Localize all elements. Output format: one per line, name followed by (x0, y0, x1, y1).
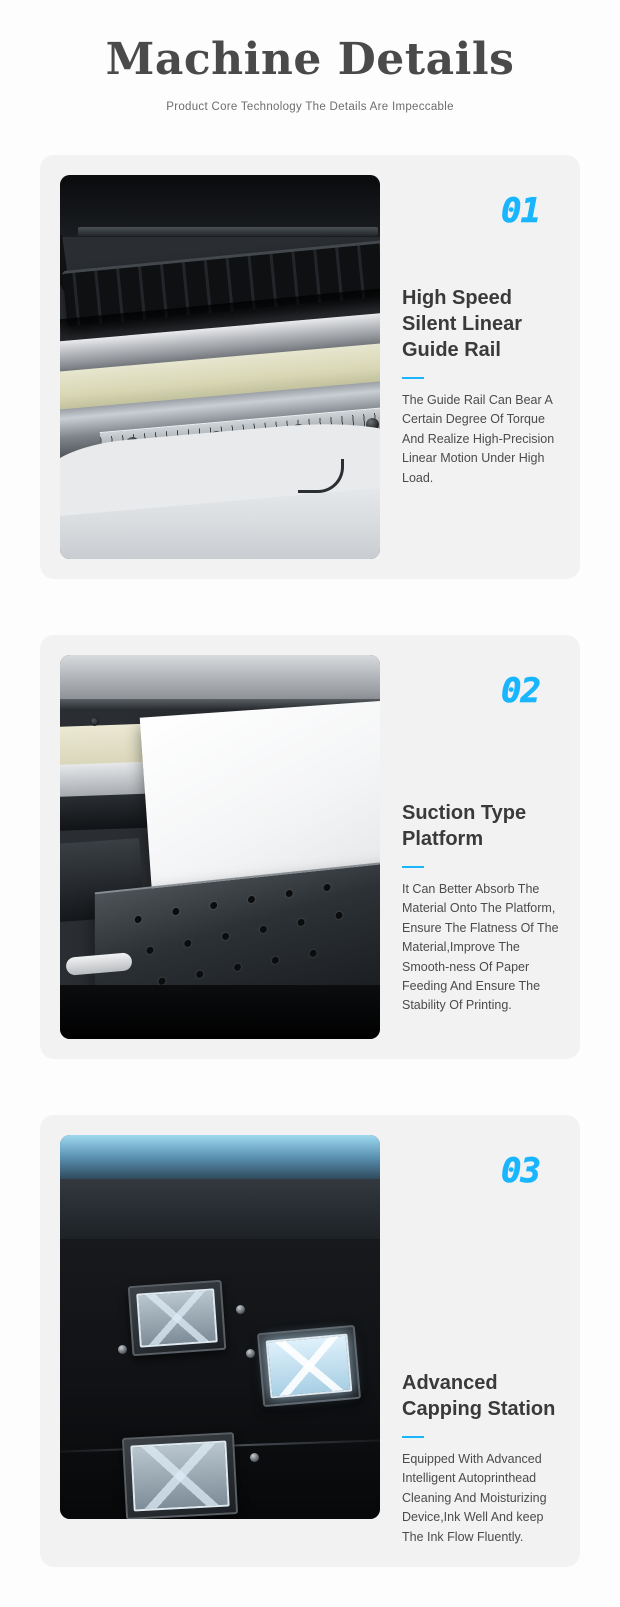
card-description: It Can Better Absorb The Material Onto The Platform, Ensure The Flatness Of The Material,Improve The Smooth-ness Of Paper Feeding And Ensure The Stability Of Printing. (402, 882, 559, 1013)
suction-hole (184, 939, 191, 947)
capping-station-photo (60, 1135, 380, 1519)
top-rail-shape (60, 655, 380, 709)
accent-divider (402, 377, 424, 379)
card-description: Equipped With Advanced Intelligent Autoprinthead Cleaning And Moisturizing Device,Ink Well And keep The Ink Flow Fluently. (402, 1452, 547, 1544)
mounting-screw (250, 1453, 259, 1462)
linear-guide-rail-photo (60, 175, 380, 559)
detail-card-text (380, 175, 560, 559)
capping-unit (122, 1432, 238, 1519)
page-header (0, 0, 620, 113)
platform-shadow-shape (60, 985, 380, 1039)
accent-divider (402, 866, 424, 868)
card-title: Suction Type Platform (402, 802, 527, 850)
suction-hole (210, 902, 217, 910)
suction-hole (172, 908, 179, 916)
capping-unit (128, 1280, 227, 1356)
capping-pad (136, 1288, 218, 1347)
accent-divider (402, 1436, 424, 1438)
capping-pad (266, 1334, 353, 1399)
suction-hole (135, 916, 142, 924)
suction-hole (286, 890, 293, 898)
capping-unit (257, 1325, 361, 1407)
detail-card (40, 1115, 580, 1567)
suction-hole (298, 919, 305, 927)
capping-pad (130, 1441, 229, 1512)
detail-card-text (380, 655, 560, 1039)
suction-hole (222, 933, 229, 941)
suction-hole (248, 896, 255, 904)
mounting-screw (246, 1349, 255, 1358)
card-description: The Guide Rail Can Bear A Certain Degree Of Torque And Realize High-Precision Linear Motion Under High Load. (402, 393, 555, 485)
mounting-screw (236, 1305, 245, 1314)
rail-hole (90, 717, 99, 726)
suction-hole (272, 956, 279, 964)
suction-hole (147, 946, 154, 954)
card-number: 01 (501, 191, 540, 231)
suction-hole (310, 949, 317, 957)
detail-card-text (380, 1135, 560, 1547)
detail-card-list (0, 155, 620, 1567)
page-title: Machine Details (105, 34, 515, 85)
suction-hole (335, 912, 342, 920)
suction-platform-photo (60, 655, 380, 1039)
suction-hole (324, 884, 331, 892)
detail-card (40, 635, 580, 1059)
detail-card (40, 155, 580, 579)
suction-hole (158, 977, 165, 985)
suction-hole (234, 963, 241, 971)
suction-hole (260, 926, 267, 934)
card-title: Advanced Capping Station (402, 1372, 556, 1420)
card-title: High Speed Silent Linear Guide Rail (402, 287, 523, 361)
ceiling-edge-shape (78, 227, 378, 236)
mounting-screw (118, 1345, 127, 1354)
suction-hole (196, 970, 203, 978)
card-number: 02 (501, 671, 540, 711)
page-subtitle: Product Core Technology The Details Are Impeccable (166, 101, 454, 113)
card-number: 03 (501, 1151, 540, 1191)
